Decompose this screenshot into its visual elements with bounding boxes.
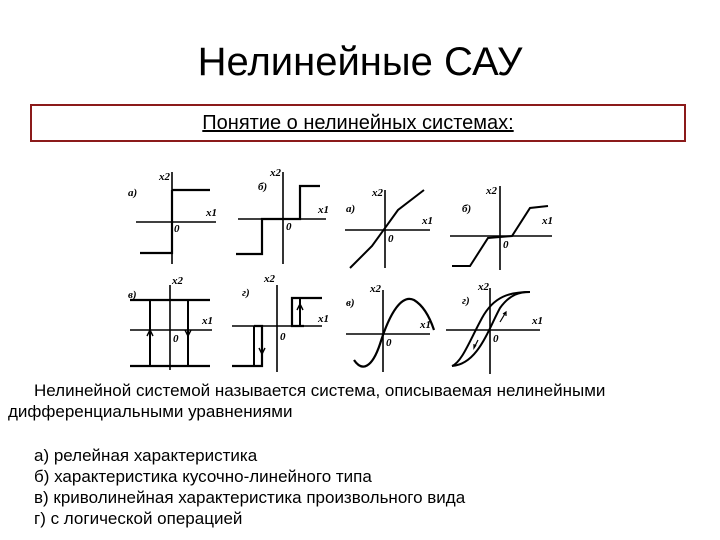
slide-title: Нелинейные САУ <box>197 40 523 84</box>
panel-right-g <box>446 288 540 374</box>
list-item: г) с логической операцией <box>34 509 243 528</box>
dead-zone-curve <box>236 186 320 254</box>
y-axis-label: x2 <box>486 185 497 197</box>
panel-left-a <box>136 172 216 264</box>
x-axis-label: x1 <box>202 315 213 327</box>
y-axis-label: x2 <box>372 187 383 199</box>
y-axis-label: x2 <box>159 171 170 183</box>
panel-left-v <box>130 285 212 370</box>
x-axis-label: x1 <box>542 215 553 227</box>
origin-label: 0 <box>388 233 394 245</box>
panel-right-a <box>345 190 430 268</box>
panel-label-left-a: а) <box>128 187 138 199</box>
definition-text <box>8 380 708 422</box>
list-item: б) характеристика кусочно-линейного типа <box>34 467 372 486</box>
y-axis-label: x2 <box>478 281 489 293</box>
origin-label: 0 <box>493 333 499 345</box>
list-item: в) криволинейная характеристика произвольного вида <box>34 488 466 507</box>
x-axis-label: x1 <box>318 313 329 325</box>
panel-label-right-g: г) <box>462 295 470 307</box>
origin-label: 0 <box>503 239 509 251</box>
x-axis-label: x1 <box>206 207 217 219</box>
definition-line-2: дифференциальными уравнениями <box>8 402 293 421</box>
x-axis-label: x1 <box>420 319 431 331</box>
panel-label-left-b: б) <box>258 181 268 193</box>
panel-label-right-a: а) <box>346 203 356 215</box>
subtitle: Понятие о нелинейных системах: <box>202 112 514 134</box>
panel-label-right-v: в) <box>346 297 355 309</box>
panel-label-left-g: г) <box>242 287 250 299</box>
y-axis-label: x2 <box>264 273 275 285</box>
definition-line-1: Нелинейной системой называется система, описываемая нелинейными <box>34 381 606 400</box>
origin-label: 0 <box>174 223 180 235</box>
x-axis-label: x1 <box>532 315 543 327</box>
origin-label: 0 <box>173 333 179 345</box>
y-axis-label: x2 <box>370 283 381 295</box>
panel-label-left-v: в) <box>128 289 137 301</box>
panel-right-v <box>346 290 434 372</box>
y-axis-label: x2 <box>172 275 183 287</box>
panel-left-b <box>236 172 326 264</box>
panel-label-right-b: б) <box>462 203 472 215</box>
y-axis-label: x2 <box>270 167 281 179</box>
x-axis-label: x1 <box>318 204 329 216</box>
characteristics-list <box>34 445 465 529</box>
list-item: а) релейная характеристика <box>34 446 258 465</box>
panel-right-b <box>450 186 552 270</box>
x-axis-label: x1 <box>422 215 433 227</box>
origin-label: 0 <box>286 221 292 233</box>
origin-label: 0 <box>280 331 286 343</box>
origin-label: 0 <box>386 337 392 349</box>
